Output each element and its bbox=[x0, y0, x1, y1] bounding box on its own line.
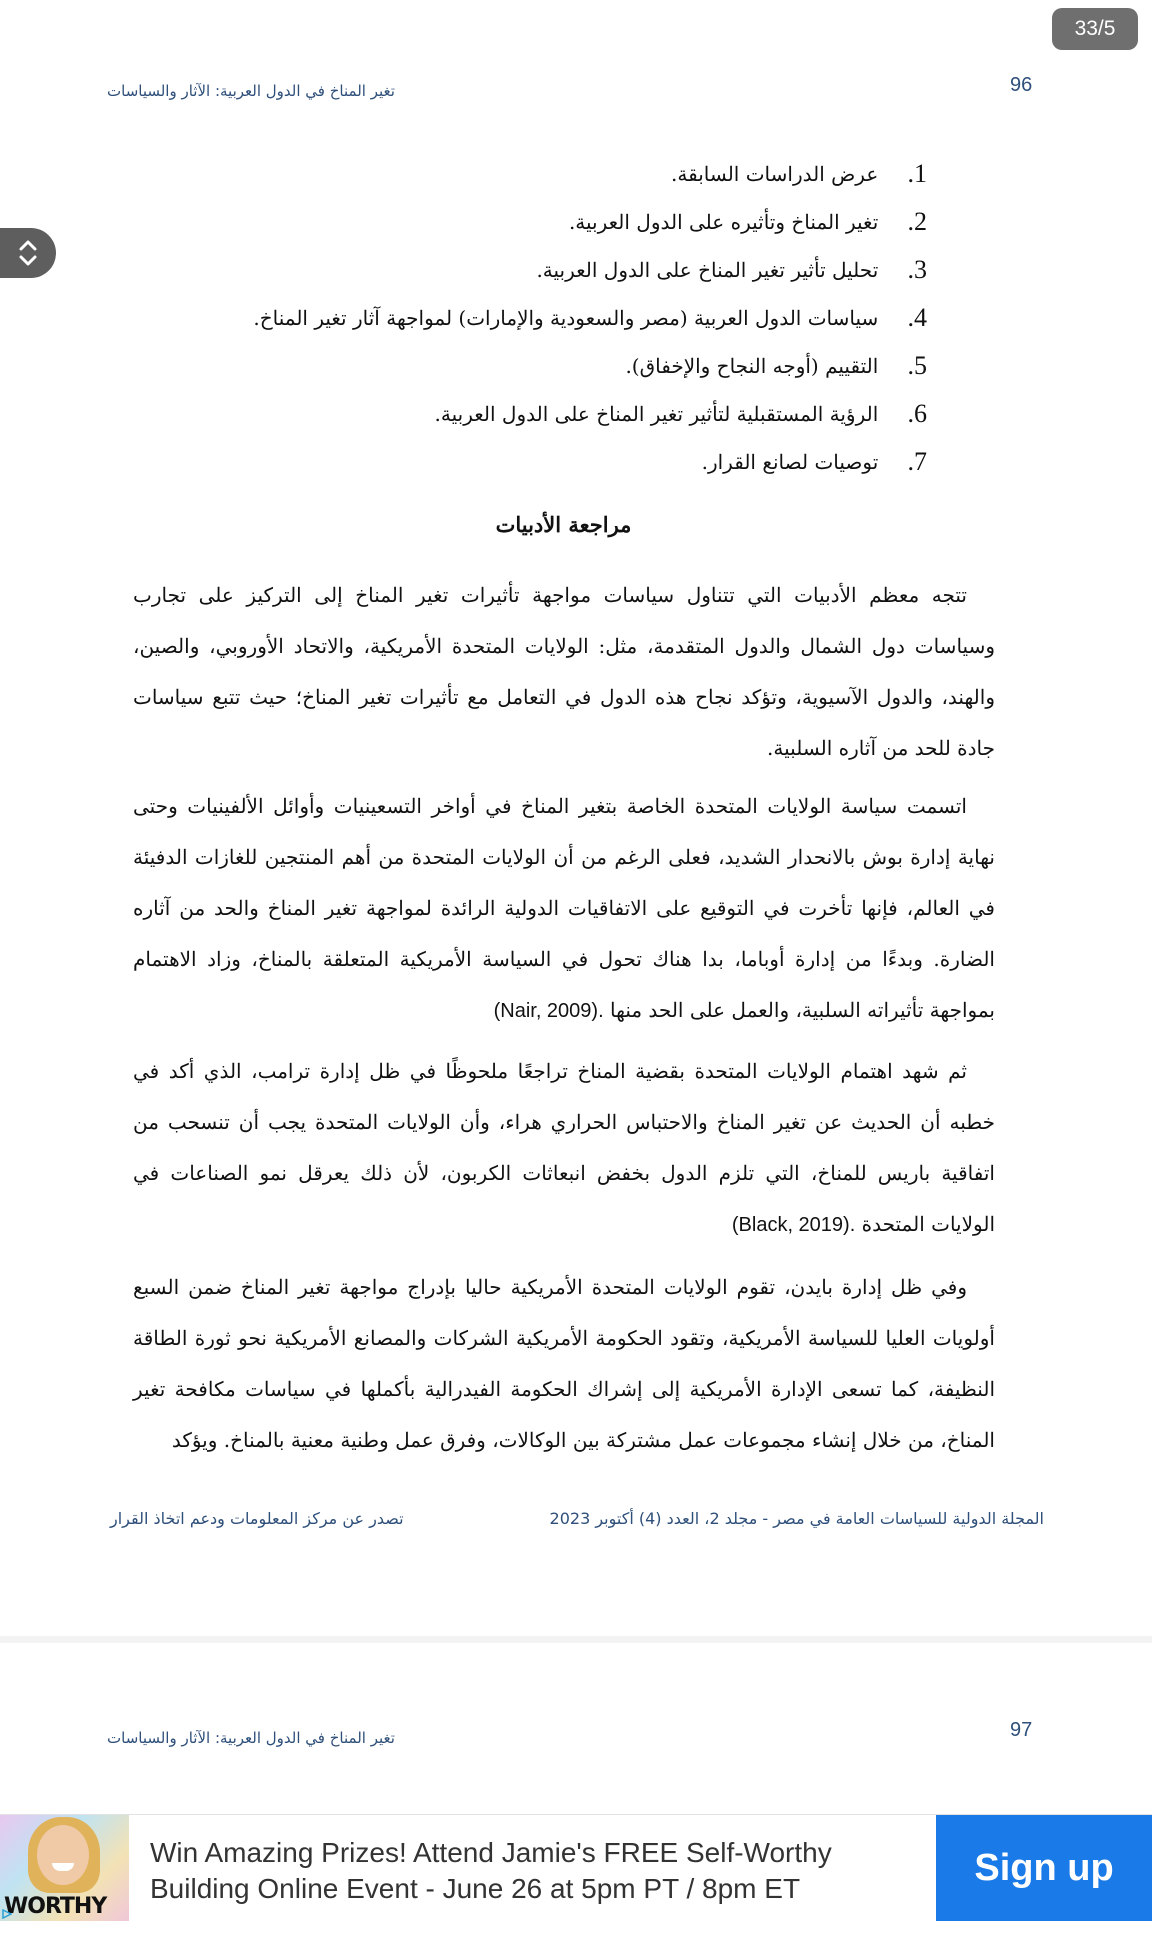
list-text: عرض الدراسات السابقة. bbox=[671, 162, 879, 186]
running-title: تغير المناخ في الدول العربية: الآثار والسياسات bbox=[107, 82, 395, 100]
scroll-handle[interactable] bbox=[0, 228, 56, 278]
citation: (Black, 2019). bbox=[731, 1214, 856, 1236]
body-paragraph-4: وفي ظل إدارة بايدن، تقوم الولايات المتحدة الأمريكية حاليا بإدراج مواجهة تغير المناخ ضمن السبع أولويات العليا للسياسة الأمريكية، وتقود الحكومة الأمريكية الشركات والمصانع الأمريكية نحو ثورة الطاقة النظيفة، كما تسعى الإدارة الأمريكية إلى إشراك الحكومة الفيدرالية بأكملها في سياسات مكافحة تغير المناخ، من خلال إنشاء مجموعات عمل مشتركة بين الوكالات، وفرق عمل وطنية معنية بالمناخ. ويؤكد bbox=[133, 1275, 995, 1452]
sign-up-button[interactable]: Sign up bbox=[936, 1815, 1152, 1921]
ad-image[interactable] bbox=[0, 1815, 129, 1921]
list-text: تغير المناخ وتأثيره على الدول العربية. bbox=[568, 210, 879, 234]
ad-brand-logo: WORTHY bbox=[4, 1894, 107, 1919]
ad-text[interactable]: Win Amazing Prizes! Attend Jamie's FREE Self-Worthy Building Online Event - June 26 at 5pm PT / 8pm ET bbox=[150, 1837, 832, 1904]
list-text: توصيات لصانع القرار. bbox=[701, 450, 879, 474]
ad-banner[interactable] bbox=[0, 1814, 1152, 1921]
page-number: 96 bbox=[1010, 74, 1033, 96]
list-number: .7 bbox=[907, 447, 927, 476]
list-number: .6 bbox=[907, 399, 927, 428]
body-paragraph-3 bbox=[133, 1046, 995, 1251]
list-item bbox=[207, 390, 927, 438]
list-number: .4 bbox=[907, 303, 927, 332]
section-heading: مراجعة الأدبيات bbox=[495, 512, 632, 537]
ad-choices-icon[interactable] bbox=[2, 1909, 12, 1919]
contents-list bbox=[207, 150, 927, 486]
paragraph-text: ثم شهد اهتمام الولايات المتحدة بقضية المناخ تراجعًا ملحوظًا في ظل إدارة ترامب، الذي أكد في خطبه أن الحديث عن تغير المناخ والاحتباس الحراري هراء، وأن الولايات المتحدة يجب أن تنسحب من اتفاقية باريس للمناخ، التي تلزم الدول بخفض انبعاثات الكربون، لأن ذلك يعرقل نمو الصناعات في الولايات المتحدة bbox=[133, 1059, 995, 1236]
chevron-up-down-icon bbox=[15, 236, 41, 270]
list-item bbox=[207, 150, 927, 198]
list-number: .2 bbox=[907, 207, 927, 236]
list-text: الرؤية المستقبلية لتأثير تغير المناخ على الدول العربية. bbox=[434, 402, 879, 426]
list-text: سياسات الدول العربية (مصر والسعودية والإمارات) لمواجهة آثار تغير المناخ. bbox=[253, 306, 879, 330]
journal-footer: المجلة الدولية للسياسات العامة في مصر - مجلد 2، العدد (4) أكتوبر 2023 bbox=[549, 1509, 1044, 1528]
list-number: .3 bbox=[907, 255, 927, 284]
page-counter-badge: 33/5 bbox=[1052, 8, 1138, 50]
body-paragraph-2 bbox=[133, 781, 995, 1037]
list-text: تحليل تأثير تغير المناخ على الدول العربية. bbox=[536, 258, 879, 282]
page-number: 97 bbox=[1010, 1719, 1033, 1741]
list-item bbox=[207, 438, 927, 486]
list-number: .1 bbox=[907, 159, 927, 188]
body-paragraph-1: تتجه معظم الأدبيات التي تتناول سياسات مواجهة تأثيرات تغير المناخ إلى التركيز على تجارب وسياسات دول الشمال والدول المتقدمة، مثل: الولايات المتحدة الأمريكية، والاتحاد الأوروبي، والصين، والهند، والدول الآسيوية، وتؤكد نجاح هذه الدول في التعامل مع تأثيرات تغير المناخ؛ حيث تتبع سياسات جادة للحد من آثاره السلبية. bbox=[133, 583, 995, 760]
list-item bbox=[207, 342, 927, 390]
list-item bbox=[207, 246, 927, 294]
list-text: التقييم (أوجه النجاح والإخفاق). bbox=[625, 354, 879, 378]
running-title: تغير المناخ في الدول العربية: الآثار والسياسات bbox=[107, 1729, 395, 1747]
publisher-footer: تصدر عن مركز المعلومات ودعم اتخاذ القرار bbox=[110, 1509, 404, 1528]
list-item bbox=[207, 198, 927, 246]
list-item bbox=[207, 294, 927, 342]
list-number: .5 bbox=[907, 351, 927, 380]
citation: (Nair, 2009). bbox=[493, 1000, 604, 1022]
ad-person-face bbox=[37, 1825, 89, 1885]
paragraph-text: اتسمت سياسة الولايات المتحدة الخاصة بتغير المناخ في أواخر التسعينيات وأوائل الألفينيات وحتى نهاية إدارة بوش بالانحدار الشديد، فعلى الرغم من أن الولايات المتحدة من أهم المنتجين للغازات الدفيئة في العالم، فإنها تأخرت في التوقيع على الاتفاقيات الدولية الرائدة لمواجهة تغير المناخ والحد من آثاره الضارة. وبدءًا من إدارة أوباما، بدا هناك تحول في السياسة الأمريكية المتعلقة بالمناخ، وزاد الاهتمام بمواجهة تأثيراته السلبية، والعمل على الحد منها bbox=[133, 794, 995, 1022]
